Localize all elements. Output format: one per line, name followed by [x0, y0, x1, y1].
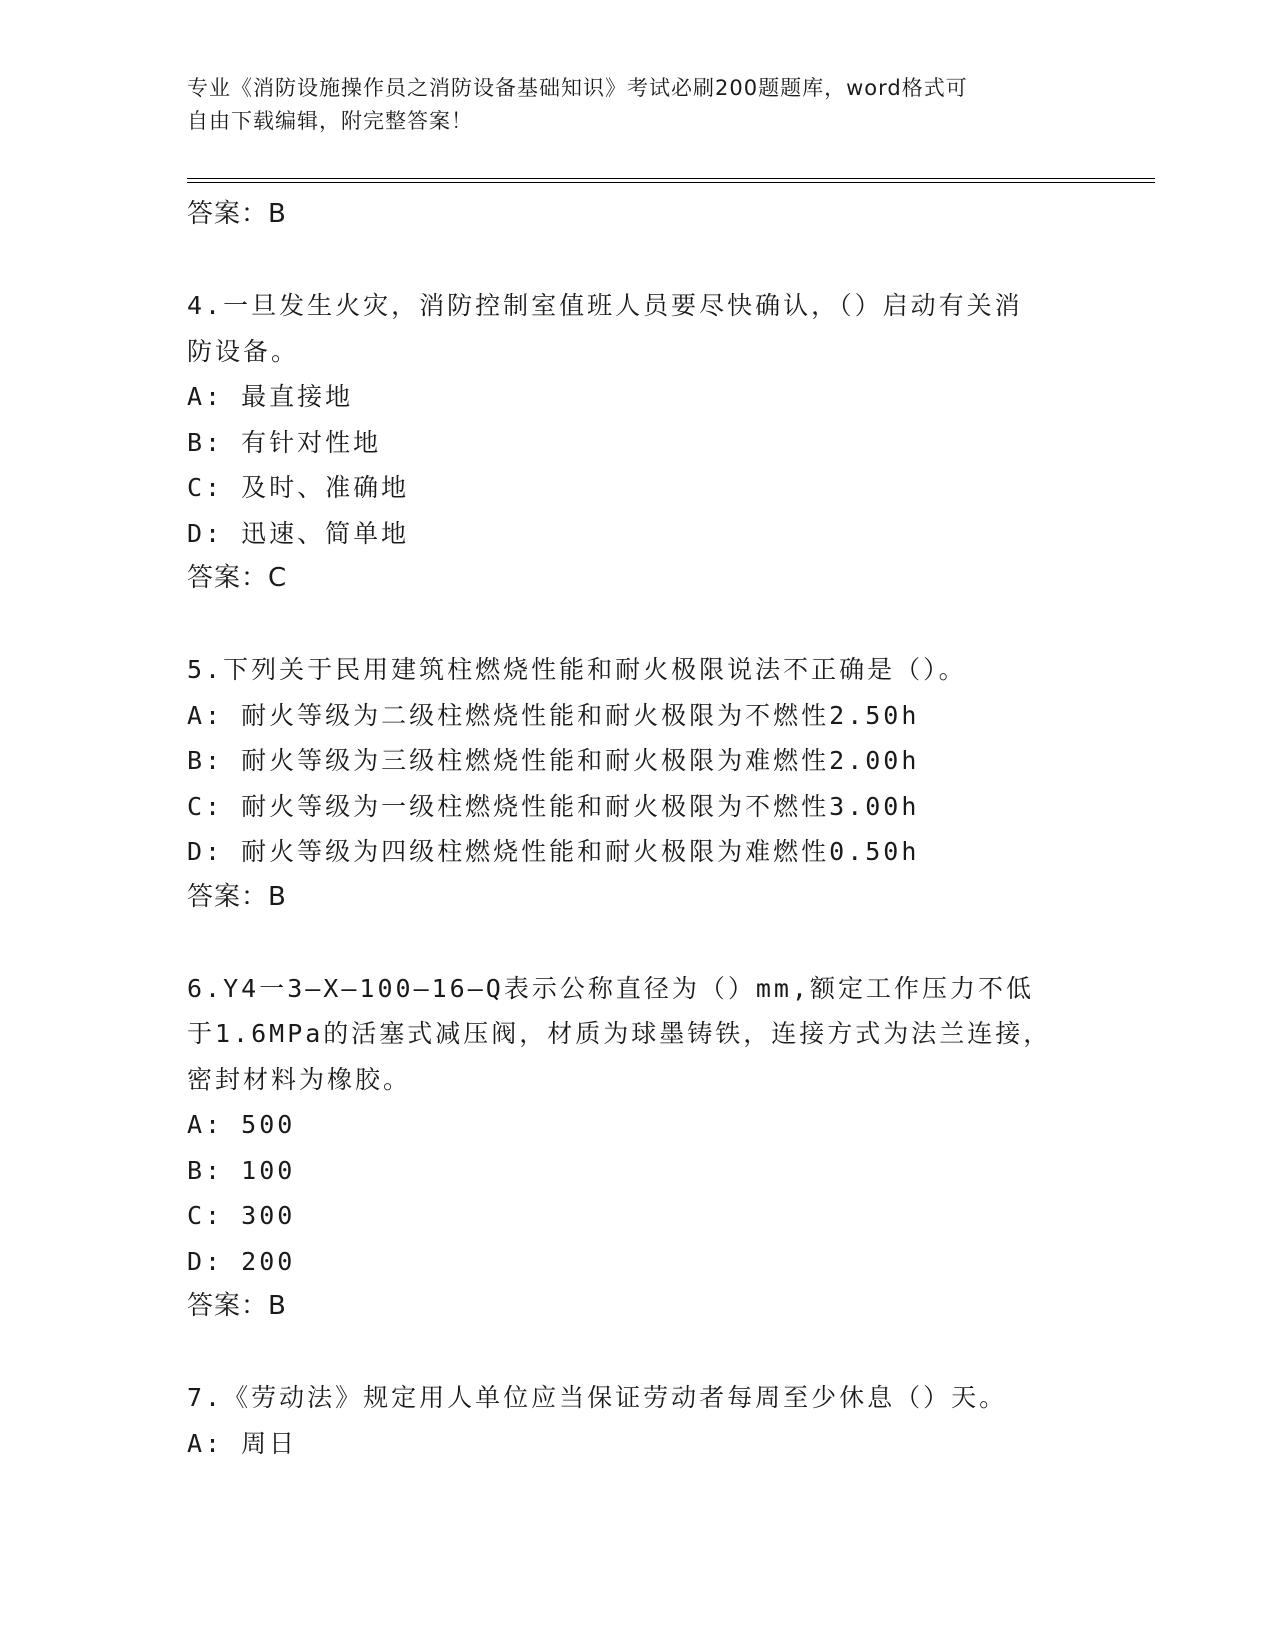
option-a: A: 周日 — [187, 1428, 298, 1458]
question-stem: 7.《劳动法》规定用人单位应当保证劳动者每周至少休息（）天。 — [187, 1383, 1008, 1412]
question-stem: 4.一旦发生火灾，消防控制室值班人员要尽快确认，（）启动有关消 — [187, 291, 1023, 320]
option-b: B: 耐火等级为三级柱燃烧性能和耐火极限为难燃性2.00h — [187, 746, 920, 775]
question-stem: 密封材料为橡胶。 — [187, 1064, 412, 1094]
header-divider — [187, 178, 1155, 183]
question-stem: 于1.6MPa的活塞式减压阀，材质为球墨铸铁，连接方式为法兰连接， — [187, 1019, 1052, 1048]
option-a: A: 耐火等级为二级柱燃烧性能和耐火极限为不燃性2.50h — [187, 700, 920, 730]
question-4 — [187, 283, 1147, 602]
answer: 答案：C — [187, 563, 288, 593]
document-header — [187, 72, 1067, 138]
answer: 答案：B — [187, 881, 287, 912]
option-d: D: 耐火等级为四级柱燃烧性能和耐火极限为难燃性0.50h — [187, 837, 920, 866]
question-7 — [187, 1375, 1147, 1466]
option-a: A: 最直接地 — [187, 382, 354, 411]
option-d: D: 200 — [187, 1246, 296, 1276]
option-a: A: 500 — [187, 1110, 296, 1139]
answer-prev: 答案：B — [187, 199, 287, 229]
header-line-1: 专业《消防设施操作员之消防设备基础知识》考试必刷200题题库，word格式可 — [187, 76, 968, 100]
option-c: C: 300 — [187, 1201, 296, 1230]
option-b: B: 100 — [187, 1155, 296, 1185]
question-6 — [187, 966, 1147, 1330]
question-5 — [187, 647, 1147, 920]
question-stem: 6.Y4一3—X—100—16—Q表示公称直径为（）mm,额定工作压力不低 — [187, 973, 1034, 1003]
option-c: C: 及时、准确地 — [187, 473, 410, 502]
option-d: D: 迅速、简单地 — [187, 518, 410, 548]
answer: 答案：B — [187, 1291, 287, 1321]
question-stem: 5.下列关于民用建筑柱燃烧性能和耐火极限说法不正确是（）。 — [187, 655, 967, 684]
question-list — [187, 192, 1147, 1466]
option-c: C: 耐火等级为一级柱燃烧性能和耐火极限为不燃性3.00h — [187, 791, 920, 821]
header-line-2: 自由下载编辑，附完整答案！ — [187, 109, 473, 133]
option-b: B: 有针对性地 — [187, 427, 382, 457]
question-stem: 防设备。 — [187, 336, 300, 366]
